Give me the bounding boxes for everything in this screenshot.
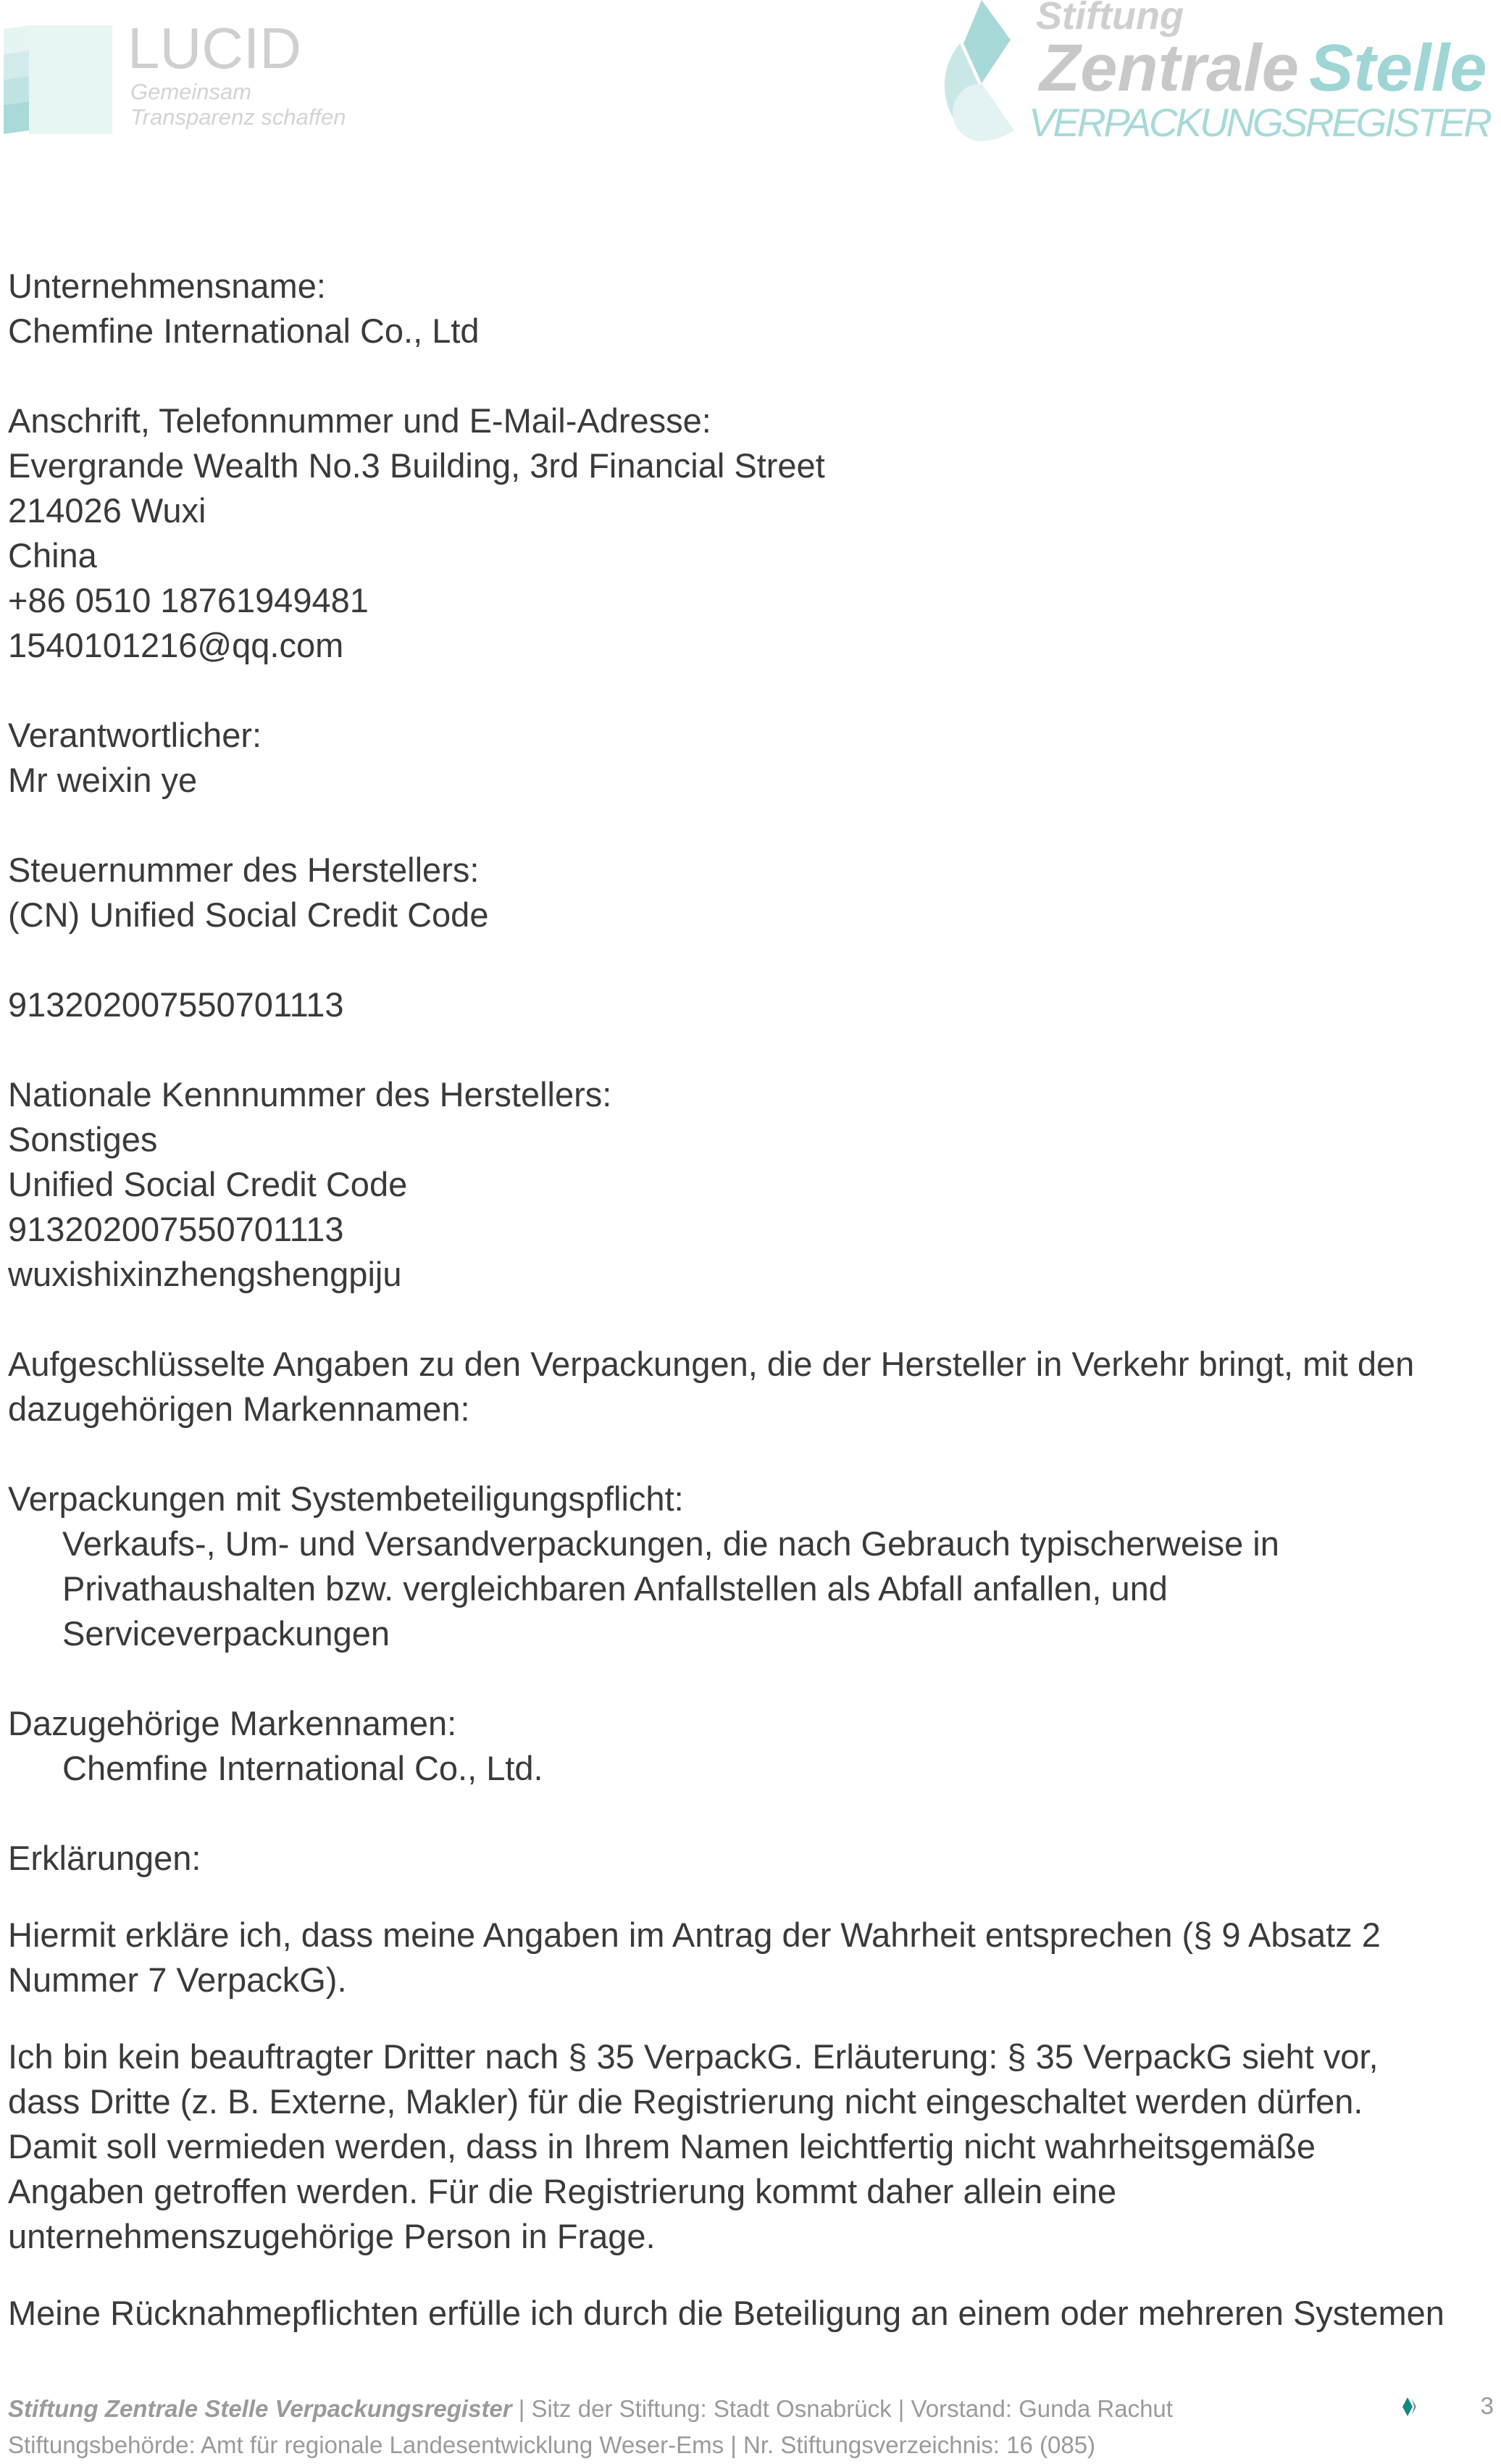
- declaration-2: [8, 2034, 1486, 2259]
- tax-number-section: [8, 982, 1486, 1027]
- declarations-label: Erklärungen:: [8, 1839, 201, 1877]
- svg-text:Zentrale: Zentrale: [1040, 31, 1299, 105]
- svg-text:Gemeinsam: Gemeinsam: [130, 79, 252, 104]
- address-section: [8, 398, 1486, 668]
- responsible-label: Verantwortlicher:: [8, 716, 262, 754]
- brands-value: Chemfine International Co., Ltd.: [62, 1749, 543, 1787]
- diamond-icon: [1402, 2394, 1418, 2423]
- page-footer: [8, 2391, 1493, 2463]
- svg-text:Stelle: Stelle: [1309, 31, 1487, 105]
- packaging-section: [8, 1477, 1486, 1656]
- breakdown-label: Aufgeschlüsselte Angaben zu den Verpackungen, die der Hersteller in Verkehr bringt, mit den dazugehörigen Markennamen:: [8, 1345, 1415, 1428]
- national-authority: wuxishixinzhengshengpiju: [8, 1255, 402, 1293]
- svg-text:VERPACKUNGSREGISTER: VERPACKUNGSREGISTER: [1029, 100, 1492, 145]
- zsvr-logo: [909, 0, 1501, 152]
- tax-label: Steuernummer des Herstellers:: [8, 851, 480, 889]
- stacked-layers-icon: [4, 25, 112, 134]
- address-street: Evergrande Wealth No.3 Building, 3rd Financial Street: [8, 446, 825, 485]
- national-number: 913202007550701113: [8, 1210, 344, 1248]
- address-city: 214026 Wuxi: [8, 491, 206, 530]
- national-type: Sonstiges: [8, 1120, 158, 1158]
- svg-text:Transparenz schaffen: Transparenz schaffen: [130, 104, 346, 130]
- responsible-name: Mr weixin ye: [8, 761, 198, 799]
- address-phone: +86 0510 18761949481: [8, 581, 369, 619]
- footer-brand: Stiftung Zentrale Stelle Verpackungsregister: [8, 2395, 512, 2422]
- company-label: Unternehmensname:: [8, 267, 326, 305]
- footer-line-1: [8, 2391, 1493, 2427]
- tax-section: [8, 848, 1486, 937]
- zsvr-emblem-icon: [945, 0, 1014, 141]
- declaration-1: [8, 1913, 1486, 2002]
- company-name: Chemfine International Co., Ltd: [8, 312, 480, 350]
- national-id-section: [8, 1072, 1486, 1297]
- footer-seat: | Sitz der Stiftung: Stadt Osnabrück | Vorstand: Gunda Rachut: [511, 2395, 1173, 2422]
- declaration-1-text: Hiermit erkläre ich, dass meine Angaben im Antrag der Wahrheit entsprechen (§ 9 Absatz 2 Nummer 7 VerpackG).: [8, 1916, 1381, 1999]
- lucid-logo: [0, 16, 377, 145]
- brands-section: [8, 1701, 1486, 1791]
- footer-line-2: Stiftungsbehörde: Amt für regionale Landesentwicklung Weser-Ems | Nr. Stiftungsverzeichnis: 16 (085): [8, 2431, 1096, 2458]
- declaration-2-text: Ich bin kein beauftragter Dritter nach § 35 VerpackG. Erläuterung: § 35 VerpackG sieht vor, dass Dritte (z. B. Externe, Makler) für die Registrierung nicht eingeschaltet werden dürfen. Damit soll vermieden werden, dass in Ihrem Namen leichtfertig nicht wahrheitsgemäße Angaben getroffen werden. Für die Registrierung kommt daher allein eine unternehmenszugehörige Person in Frage.: [8, 2037, 1379, 2255]
- address-label: Anschrift, Telefonnummer und E-Mail-Adresse:: [8, 401, 711, 440]
- national-label: Nationale Kennnummer des Herstellers:: [8, 1075, 612, 1114]
- document-body: [8, 264, 1486, 2381]
- national-code-type: Unified Social Credit Code: [8, 1165, 408, 1203]
- brands-label: Dazugehörige Markennamen:: [8, 1704, 457, 1742]
- company-section: [8, 264, 1486, 354]
- declaration-3-text: Meine Rücknahmepflichten erfülle ich durch die Beteiligung an einem oder mehreren Systemen: [8, 2294, 1444, 2332]
- tax-type: (CN) Unified Social Credit Code: [8, 895, 489, 934]
- address-country: China: [8, 536, 97, 575]
- page-number: 3: [1480, 2392, 1494, 2419]
- lucid-logo-name: LUCID: [127, 16, 302, 80]
- declaration-3: [8, 2291, 1486, 2336]
- address-email: 1540101216@qq.com: [8, 626, 344, 664]
- packaging-label: Verpackungen mit Systembeteiligungspflicht:: [8, 1479, 684, 1518]
- breakdown-section: [8, 1342, 1486, 1432]
- svg-text:Stiftung: Stiftung: [1036, 0, 1184, 38]
- declarations-label-section: [8, 1836, 1486, 1881]
- responsible-section: [8, 713, 1486, 803]
- packaging-text: Verkaufs-, Um- und Versandverpackungen, die nach Gebrauch typischerweise in Privathaushalten bzw. vergleichbaren Anfallstellen als Abfall anfallen, und Serviceverpackungen: [62, 1524, 1279, 1653]
- tax-number: 913202007550701113: [8, 985, 344, 1024]
